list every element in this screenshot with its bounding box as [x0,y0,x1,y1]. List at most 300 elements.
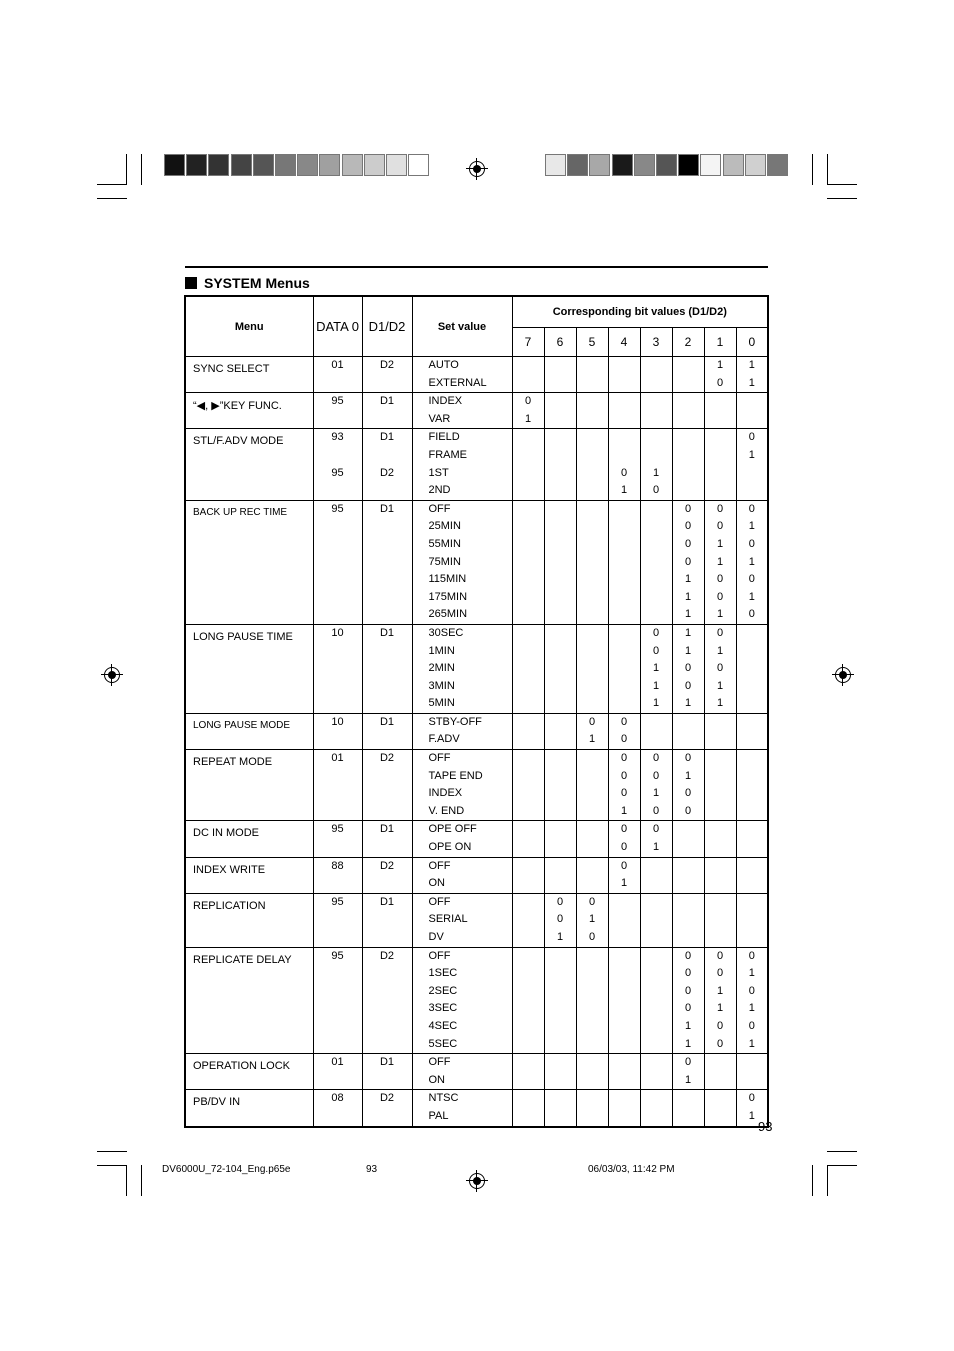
section-rule [185,266,768,268]
bit-value [641,1036,672,1054]
registration-mark-icon [466,158,488,180]
bit-value: 0 [748,431,755,444]
bit-value: 0 [620,466,628,479]
header-bit-2: 2 [672,328,704,357]
data-cell [313,750,362,821]
bit-value [737,911,768,929]
bit-value [641,447,672,465]
bit-value [641,1000,672,1018]
set-value-cell [412,393,512,429]
bit-value: 1 [620,877,628,890]
bit-value [577,660,608,678]
bit-cell-4 [608,1090,640,1127]
bit-value [577,393,608,411]
bit-value: 1 [588,913,596,926]
bit-value [513,678,544,696]
bit-value: 0 [716,626,724,639]
bit-cell-7 [512,500,544,624]
bit-value [705,1108,736,1126]
bit-cell-2 [672,500,704,624]
bit-value [545,625,576,643]
bit-value [705,750,736,768]
bit-value [609,1018,640,1036]
bit-cell-1 [704,500,736,624]
set-value: INDEX [428,395,463,408]
bit-cell-0 [736,713,768,749]
d1d2-value [363,447,412,465]
footer-datetime: 06/03/03, 11:42 PM [588,1164,675,1175]
set-value: 1ST [428,466,449,479]
bit-cell-7 [512,624,544,713]
bit-value [577,606,608,624]
bit-value [577,965,608,983]
bit-value [513,571,544,589]
bit-value [673,411,704,429]
bit-value [705,1072,736,1090]
table-row [185,821,768,857]
bit-value [513,501,544,519]
bit-cell-5 [576,857,608,893]
d1d2-value: D1 [379,715,395,728]
bit-value [577,1054,608,1072]
d1d2-value: D1 [379,823,395,836]
header-bit-4: 4 [608,328,640,357]
bit-value [673,465,704,483]
bit-value [705,929,736,947]
bit-value: 0 [588,715,596,728]
bit-value [705,429,736,447]
bit-cell-4 [608,1054,640,1090]
bit-value [545,1036,576,1054]
bit-value: 0 [684,1056,692,1069]
set-value: 265MIN [428,608,468,621]
bit-value: 0 [748,984,755,997]
bit-value: 1 [620,484,628,497]
bit-value [513,625,544,643]
data-value: 95 [331,466,344,479]
bit-value [513,1108,544,1126]
bit-cell-1 [704,713,736,749]
system-menus-table [184,295,769,1128]
bit-value: 1 [684,769,692,782]
set-value: 75MIN [428,555,461,568]
bit-value [705,411,736,429]
bit-value: 0 [556,895,564,908]
bit-value [609,411,640,429]
bit-cell-3 [640,500,672,624]
bit-value [705,465,736,483]
bit-value [609,1108,640,1126]
bit-value [513,1036,544,1054]
bit-cell-2 [672,821,704,857]
bit-cell-3 [640,1054,672,1090]
bit-value [513,447,544,465]
bit-value: 0 [716,967,724,980]
set-value-cell [412,1090,512,1127]
set-value-cell [412,857,512,893]
d1d2-cell [362,893,412,947]
bit-value: 0 [620,823,628,836]
square-bullet-icon [185,277,197,289]
set-value: INDEX [428,787,463,800]
bit-value [577,465,608,483]
bit-value [545,501,576,519]
bit-value [609,571,640,589]
set-value: TAPE END [428,769,483,782]
bit-value [641,731,672,749]
bit-cell-6 [544,357,576,393]
bit-value [641,518,672,536]
d1d2-value: D1 [379,431,395,444]
menu-name: REPEAT MODE [185,750,313,821]
bit-value [513,518,544,536]
bit-cell-3 [640,1090,672,1127]
bit-cell-5 [576,713,608,749]
set-value: V. END [428,804,465,817]
bit-value [737,625,768,643]
bit-value [705,714,736,732]
bit-value [545,678,576,696]
bit-value [705,911,736,929]
bit-value [513,803,544,821]
set-value: 55MIN [428,537,461,550]
d1d2-cell [362,821,412,857]
bit-value [641,911,672,929]
bit-value: 0 [684,967,692,980]
bit-cell-0 [736,624,768,713]
bit-value: 0 [684,537,692,550]
bit-value [577,1000,608,1018]
table-row [185,947,768,1054]
bit-value [737,750,768,768]
bit-value: 1 [716,984,724,997]
bit-value [641,393,672,411]
table-row [185,1054,768,1090]
bit-value [609,1072,640,1090]
bit-value [737,768,768,786]
bit-value: 0 [684,787,692,800]
bit-value [609,1090,640,1108]
bit-value [513,894,544,912]
bit-value [641,929,672,947]
bit-value [545,714,576,732]
bit-value [641,1090,672,1108]
bit-value [641,536,672,554]
bit-value [609,536,640,554]
bit-value: 1 [684,1019,692,1032]
bit-value: 0 [716,573,724,586]
bit-value: 0 [588,895,596,908]
bit-value [737,875,768,893]
bit-value [513,965,544,983]
gray-swatch [364,154,385,176]
set-value: VAR [428,412,451,425]
bit-value [513,821,544,839]
bit-value [673,375,704,393]
bit-value [545,803,576,821]
data-value: 95 [331,823,344,836]
bit-value [641,501,672,519]
d1d2-cell [362,713,412,749]
bit-value [641,965,672,983]
bit-value [737,411,768,429]
bit-value [513,429,544,447]
bit-cell-5 [576,947,608,1054]
bit-value [577,357,608,375]
bit-value [673,858,704,876]
bit-value: 1 [684,1073,692,1086]
bit-value [545,1108,576,1126]
bit-value: 0 [684,502,692,515]
bit-value [513,375,544,393]
bit-value [641,948,672,966]
bit-value [513,357,544,375]
bit-value [545,1000,576,1018]
bit-value [641,589,672,607]
bit-cell-7 [512,1090,544,1127]
header-bit-1: 1 [704,328,736,357]
bit-cell-4 [608,624,640,713]
bit-value [545,536,576,554]
data-cell [313,357,362,393]
menu-name: INDEX WRITE [185,857,313,893]
bit-cell-0 [736,893,768,947]
bit-cell-4 [608,857,640,893]
header-bits-title: Corresponding bit values (D1/D2) [512,296,768,328]
data-value: 01 [331,1056,344,1069]
table-row [185,713,768,749]
bit-cell-2 [672,1090,704,1127]
d1d2-value: D1 [379,395,395,408]
bit-value [705,803,736,821]
bit-value [641,606,672,624]
bit-value [577,375,608,393]
bit-value [673,911,704,929]
data-value: 08 [331,1092,344,1105]
bit-cell-6 [544,500,576,624]
set-value: FIELD [428,431,460,444]
gray-swatch [297,154,318,176]
bit-cell-5 [576,500,608,624]
bit-cell-1 [704,1090,736,1127]
bit-value [513,660,544,678]
bit-value [609,660,640,678]
set-value: 5SEC [428,1037,458,1050]
bit-cell-4 [608,393,640,429]
gray-swatch [253,154,274,176]
bit-value [513,948,544,966]
bit-cell-3 [640,893,672,947]
bit-value [577,803,608,821]
data-cell [313,893,362,947]
bit-value [705,875,736,893]
header-bit-3: 3 [640,328,672,357]
bit-value: 0 [620,769,628,782]
bit-value [737,894,768,912]
bit-value [545,965,576,983]
set-value: 115MIN [428,573,467,586]
bit-value: 0 [620,752,628,765]
bit-value [577,839,608,857]
bit-value: 1 [748,1002,755,1015]
bit-value: 1 [524,412,532,425]
bit-value [737,821,768,839]
bit-cell-1 [704,429,736,500]
d1d2-value: D2 [379,859,395,872]
bit-value [577,875,608,893]
d1d2-cell [362,1090,412,1127]
bit-value: 1 [684,644,692,657]
bit-value: 0 [652,804,660,817]
table-row [185,357,768,393]
bit-value: 1 [684,697,692,710]
bit-value: 0 [716,520,724,533]
bit-value: 1 [716,679,724,692]
bit-value [641,875,672,893]
bit-value [577,695,608,713]
bit-cell-5 [576,357,608,393]
bit-value [673,1108,704,1126]
data-cell [313,393,362,429]
bit-cell-6 [544,1090,576,1127]
header-bit-7: 7 [512,328,544,357]
bit-value [577,482,608,500]
set-value: OFF [428,502,451,515]
bit-value [545,660,576,678]
bit-value [641,983,672,1001]
bit-value [705,1054,736,1072]
set-value: 3SEC [428,1002,458,1015]
bit-value [609,589,640,607]
set-value-cell [412,500,512,624]
bit-value [513,1054,544,1072]
bit-cell-5 [576,821,608,857]
bit-value: 1 [652,697,660,710]
bit-value: 0 [716,949,724,962]
gray-swatch [634,154,655,176]
bit-value [705,1090,736,1108]
data-cell [313,429,362,500]
bit-cell-7 [512,429,544,500]
bit-value [609,948,640,966]
bit-cell-1 [704,947,736,1054]
bit-cell-1 [704,893,736,947]
bit-value [545,821,576,839]
bit-value: 1 [748,376,755,389]
bit-value [577,785,608,803]
gray-swatch [164,154,185,176]
bit-value [673,447,704,465]
bit-value [545,482,576,500]
bit-value: 0 [652,484,660,497]
set-value-cell [412,821,512,857]
data-cell [313,857,362,893]
bit-cell-4 [608,947,640,1054]
bit-value: 1 [684,626,692,639]
gray-swatch [700,154,721,176]
bit-cell-3 [640,947,672,1054]
table-row [185,393,768,429]
bit-cell-4 [608,429,640,500]
bit-value: 0 [652,769,660,782]
bit-value [513,768,544,786]
bit-cell-6 [544,429,576,500]
bit-value [737,785,768,803]
bit-cell-6 [544,713,576,749]
bit-value: 1 [652,466,660,479]
set-value: ON [428,877,445,890]
bit-value: 0 [684,1002,692,1015]
bit-cell-6 [544,857,576,893]
set-value: OFF [428,895,451,908]
bit-cell-1 [704,624,736,713]
table-row [185,500,768,624]
bit-cell-1 [704,357,736,393]
set-value: PAL [428,1109,449,1122]
bit-value: 1 [748,1109,755,1122]
data-value: 95 [331,395,344,408]
bit-value [737,714,768,732]
footer-filename: DV6000U_72-104_Eng.p65e [162,1164,291,1175]
bit-value [673,1090,704,1108]
bit-value: 1 [748,1037,755,1050]
d1d2-cell [362,1054,412,1090]
bit-value: 1 [748,967,755,980]
bit-value [737,839,768,857]
bit-cell-5 [576,1054,608,1090]
set-value: EXTERNAL [428,376,487,389]
bit-value [641,375,672,393]
set-value: OPE OFF [428,823,477,836]
d1d2-cell [362,357,412,393]
gray-swatch [408,154,429,176]
set-value: SERIAL [428,913,468,926]
data-cell [313,500,362,624]
bit-value [513,875,544,893]
d1d2-cell [362,500,412,624]
bit-value [545,357,576,375]
bit-value [609,606,640,624]
bit-value: 0 [716,376,724,389]
bit-value: 0 [716,662,724,675]
set-value: DV [428,931,444,943]
bit-value [673,393,704,411]
bit-cell-1 [704,1054,736,1090]
bit-value: 1 [748,448,755,461]
bit-value [577,536,608,554]
header-d1d2: D1/D2 [362,296,412,357]
bit-value [545,875,576,893]
gray-swatch [745,154,766,176]
menu-name: OPERATION LOCK [185,1054,313,1090]
bit-value [577,983,608,1001]
gray-swatch [186,154,207,176]
d1d2-cell [362,393,412,429]
bit-value [673,875,704,893]
bit-value: 0 [620,841,628,854]
set-value: OFF [428,752,451,765]
bit-value [545,1090,576,1108]
bit-value: 0 [684,949,692,962]
bit-value [545,465,576,483]
set-value: 4SEC [428,1019,458,1032]
bit-value [545,375,576,393]
set-value: ON [428,1073,445,1086]
bit-cell-2 [672,857,704,893]
bit-value [737,695,768,713]
bit-value [641,411,672,429]
bit-value: 0 [748,573,755,586]
